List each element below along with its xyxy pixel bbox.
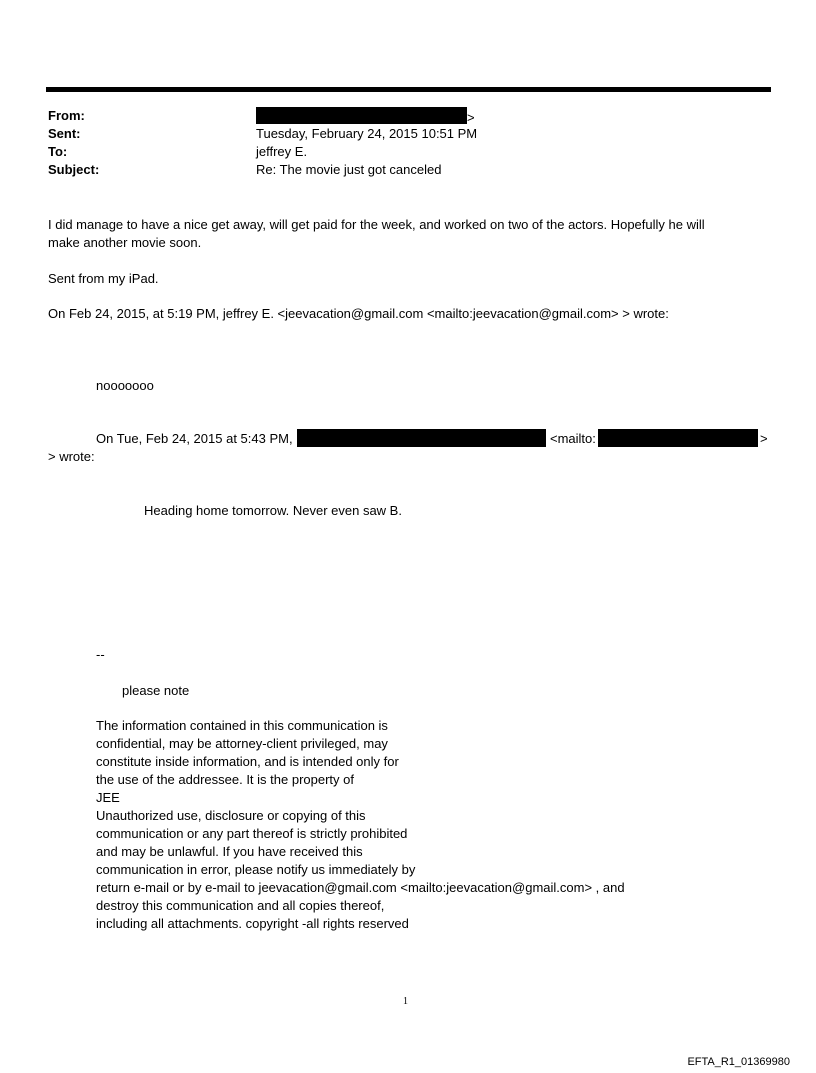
sent-value: Tuesday, February 24, 2015 10:51 PM bbox=[256, 126, 478, 141]
body-line: make another movie soon. bbox=[48, 235, 202, 250]
page-number: 1 bbox=[403, 996, 408, 1007]
quote-header: On Feb 24, 2015, at 5:19 PM, jeffrey E. <jeevacation@gmail.com <mailto:jeevacation@gmail.com> > wrote: bbox=[48, 306, 669, 321]
to-row bbox=[48, 143, 748, 161]
disclaimer-line: Unauthorized use, disclosure or copying of this bbox=[96, 808, 366, 823]
disclaimer-line: communication or any part thereof is strictly prohibited bbox=[96, 826, 408, 841]
disclaimer-line: including all attachments. copyright -all rights reserved bbox=[96, 916, 409, 931]
header-rule bbox=[46, 87, 771, 92]
quoted-text: nooooooo bbox=[96, 378, 154, 393]
disclaimer-line: constitute inside information, and is intended only for bbox=[96, 754, 399, 769]
disclaimer-line: confidential, may be attorney-client privileged, may bbox=[96, 736, 388, 751]
signature-separator: -- bbox=[96, 647, 105, 662]
disclaimer-line: destroy this communication and all copies thereof, bbox=[96, 898, 385, 913]
bates-number: EFTA_R1_01369980 bbox=[687, 1056, 790, 1068]
disclaimer-line: and may be unlawful. If you have received this bbox=[96, 844, 363, 859]
from-value bbox=[256, 107, 475, 127]
quote-header-end: > bbox=[760, 431, 768, 446]
redaction-box bbox=[598, 429, 758, 447]
quote-header bbox=[96, 430, 293, 448]
disclaimer-line: return e-mail or by e-mail to jeevacation@gmail.com <mailto:jeevacation@gmail.com> , and bbox=[96, 880, 625, 895]
from-value-suffix: > bbox=[467, 110, 475, 125]
quote-header-prefix: On Tue, Feb 24, 2015 at 5:43 PM, bbox=[96, 431, 293, 446]
quote-header-line2: > wrote: bbox=[48, 449, 95, 464]
quoted-text: Heading home tomorrow. Never even saw B. bbox=[144, 503, 402, 518]
sent-label: Sent: bbox=[48, 126, 81, 141]
please-note: please note bbox=[122, 683, 190, 698]
subject-label: Subject: bbox=[48, 162, 100, 177]
quote-header-mailto: <mailto: bbox=[550, 431, 596, 446]
redaction-box bbox=[297, 429, 546, 447]
signature: Sent from my iPad. bbox=[48, 271, 159, 286]
disclaimer-line: the use of the addressee. It is the property of bbox=[96, 772, 354, 787]
to-value: jeffrey E. bbox=[256, 144, 308, 159]
from-label: From: bbox=[48, 108, 85, 123]
to-label: To: bbox=[48, 144, 68, 159]
disclaimer-line: communication in error, please notify us immediately by bbox=[96, 862, 416, 877]
subject-row bbox=[48, 161, 748, 179]
redaction-box bbox=[256, 107, 467, 124]
body-line: I did manage to have a nice get away, will get paid for the week, and worked on two of the actors. Hopefully he will bbox=[48, 217, 705, 232]
from-row bbox=[48, 107, 748, 125]
subject-value: Re: The movie just got canceled bbox=[256, 162, 442, 177]
sent-row bbox=[48, 125, 748, 143]
disclaimer-line: JEE bbox=[96, 790, 120, 805]
disclaimer-line: The information contained in this communication is bbox=[96, 718, 388, 733]
